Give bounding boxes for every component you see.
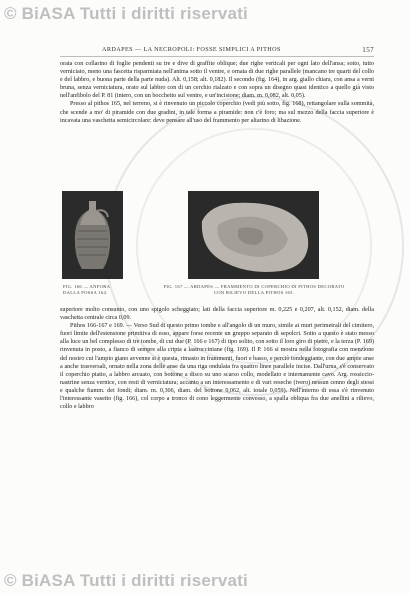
body-text-bottom [60, 306, 374, 534]
page-number: 157 [362, 46, 374, 54]
header-rule [60, 56, 374, 57]
header-title: ARDAPES — LA NECROPOLI: FOSSE SIMPLICI A PITHOS [102, 46, 281, 53]
paragraph: Presso al pithos 165, nel terreno, si è rinvenuto un piccolo coperchio (vedi più sotto, fig. 168), rettangolare sulla sommità, che scende a mo' di piramide con due gradini, in tale forma a piramide: non c'è foro; ma sul mezzo della faccia superiore è incavata una vaschetta semicircolare: deve pensare all'uso del frammento per altarino di libazione. [60, 101, 374, 124]
figure-166-caption: FIG. 166 — ANFORA DALLA FOSSA 164. [63, 284, 110, 295]
paragraph: Pithos 166-167 e 169. — Verso Sud di questo primo tombe e all'angolo di un muro, simile ai muri perimetrali del cimitero, fuori limite dell'estensione primitiva di esso, appare forse recente un gruppo separato di sepolcri. Sotto a questo è stato messo alla luce un bel complesso di tre tombe, di cui due (P. 166 e 167) di tipo solito, con sotto il loro giro di pietre, e la terza (P. 169) rinvenuta in posto, a fianco di sempre alla cripta a lastrocciniane (fig. 169). Il P. 166 si mostra nella fotografia con menzione del nostro cui l'ampio giano avvenne si è questa, rimasto in frammenti, fuori e basso, e perciò tondeggiante, con due ampie anse a anche trasversali, ornato nella zona delle anse da una riga ondulata fra quattro linee parallele incise. Dall'urna, s'è conservato il coperchio piatto, a labbro arcuato, con bottone a disco su uno scarso collo, modellato e internamente cavo. Arg. rossiccio-nastrine senza vernice, con resti di verniciatura; accanto a un interessamento e di vari reseche (ivero) nessun cenno degli stessi e qualche fiamm. dei fondi; diam. m. 0,306, diam. del bottone 0,062, alt. totale 0,059). Nell'interno di essa s'è rinvenuto l'interessante vasetto (fig. 166), col corpo a tronco di cono leggermente convesso, a spalla obliqua fra due anellini a rilievo, collo e labbro [60, 323, 374, 411]
fragment-photo [188, 191, 319, 279]
figure-166-photo [62, 191, 123, 279]
figure-167-caption: FIG. 167 — ARDAPES — FRAMMENTO DI COPERCHIO DI PITHOS DECORATO CON RILIEVO DELLA PITHOS 165. [163, 284, 345, 295]
paragraph: orata con collarino di foglie pendenti su tre e dive di graffite oblique; due righe verticali per ogni lato dell'ansa; sotto, tutto verniciato, meno una fascetta risparmiata nell'anima sotto il ventre, e ornata di due righe parallele (mancano tre quarti del collo e del labbro, e buona parte della parte nuda). Alt. 0,158; alt. 0,182). Il secondo (fig. 164), in arg. giallo chiara, con ansa a verni bruna, senza verniciatura, orato sul labbro con di un cerchio rialzato e con sopra un disegno quasi identico a quello già visto nell'anfibolo del P. 81 (intero, con un bocchetto sul ventre, e un'incisione; diam. m. 0,082, alt. 0,05). [60, 61, 374, 100]
watermark-top: © BiASA Tutti i diritti riservati [4, 4, 248, 23]
paragraph: superiore molto consunto, con uno spigolo scheggiato; lati della faccia superiore m. 0,225 e 0,207, alt. 0,152, diam. della vaschetta centrale circa 0,09. [60, 307, 374, 322]
amphora-photo [62, 191, 123, 279]
watermark-bottom: © BiASA Tutti i diritti riservati [4, 571, 248, 590]
figure-167-photo [188, 191, 319, 279]
